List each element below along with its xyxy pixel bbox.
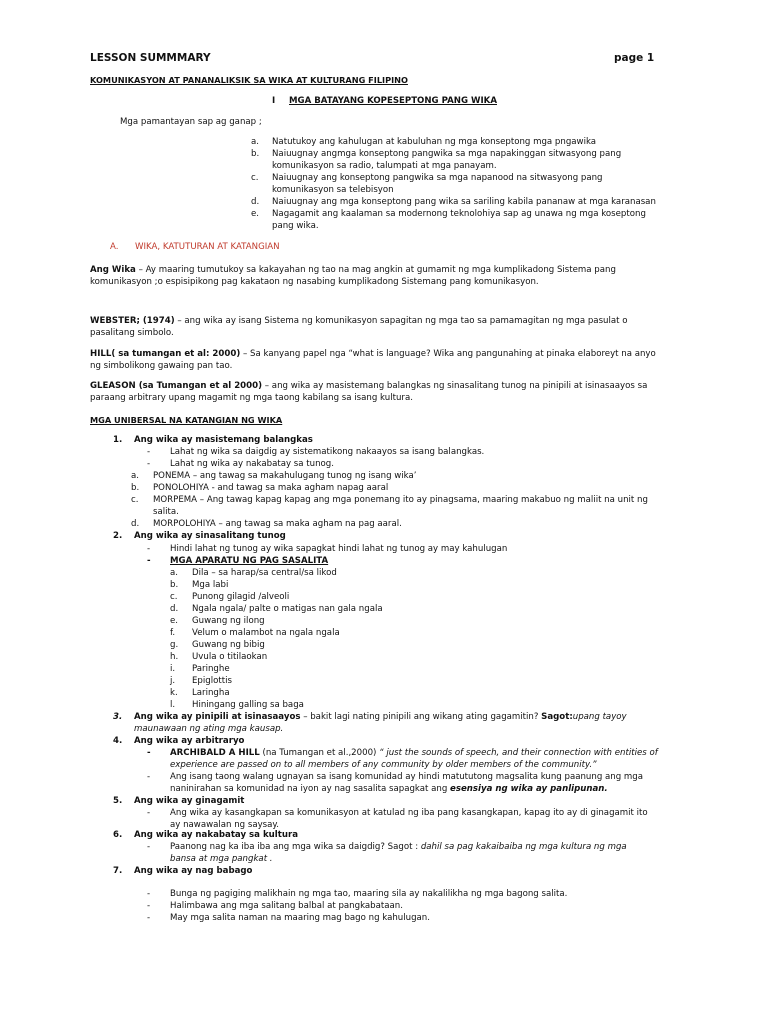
item-number: 4. bbox=[113, 736, 123, 746]
bullet-text: Ang wika ay kasangkapan sa komunikasyon at katulad ng iba pang kasangkapan, kapag ito ay di ginagamit ito bbox=[170, 808, 648, 818]
answer-text: upang tayoy bbox=[572, 712, 627, 722]
item-number: 2. bbox=[113, 531, 123, 541]
aparato-item: Epiglottis bbox=[192, 676, 232, 686]
objective-line: Naiuugnay ang konseptong pangwika sa mga napanood na sitwasyong pang bbox=[272, 173, 603, 183]
item-3-line bbox=[134, 711, 627, 723]
objective-line: Naiuugnay angmga konseptong pangwika sa mga napakinggan sitwasyong pang bbox=[272, 149, 622, 159]
dash-bullet: - bbox=[147, 913, 151, 923]
item-text: – bakit lagi nating pinipili ang wikang ating gagamitin? bbox=[300, 712, 542, 722]
bullet-text: ay nawawalan ng saysay. bbox=[170, 820, 280, 830]
item-number: 5. bbox=[113, 796, 123, 806]
aparato-letter: c. bbox=[170, 592, 178, 602]
aparato-letter: e. bbox=[170, 616, 179, 626]
item-number: 7. bbox=[113, 866, 123, 876]
quote-text: experience are passed on to all members of any community by older members of the community.” bbox=[170, 760, 597, 770]
objective-line: pang wika. bbox=[272, 221, 319, 231]
aparato-item: Velum o malambot na ngala ngala bbox=[192, 628, 340, 638]
definition-term: GLEASON (sa Tumangan et al 2000) bbox=[90, 381, 263, 391]
item-title: Ang wika ay masistemang balangkas bbox=[134, 435, 313, 445]
author-ref: (na Tumangan et al.,2000) bbox=[259, 748, 380, 758]
quote-text: “ just the sounds of speech, and their connection with entities of bbox=[379, 748, 658, 758]
item-title: Ang wika ay pinipili at isinasaayos bbox=[134, 712, 301, 722]
section-a-letter: A. bbox=[110, 242, 119, 252]
dash-bullet: - bbox=[147, 748, 151, 758]
sub-text: MORPOLOHIYA – ang tawag sa maka agham na pag aaral. bbox=[153, 519, 402, 529]
bullet-text: naninirahan sa komunidad na iyon ay nag sasalita sapagkat ang bbox=[170, 784, 451, 794]
aparato-item: Ngala ngala/ palte o matigas nan gala ngala bbox=[192, 604, 383, 614]
author-name: ARCHIBALD A HILL bbox=[170, 748, 260, 758]
definition-term: WEBSTER; (1974) bbox=[90, 316, 175, 326]
aparato-item: Guwang ng bibig bbox=[192, 640, 265, 650]
sub-letter: a. bbox=[131, 471, 139, 481]
definition-term: HILL( sa tumangan et al: 2000) bbox=[90, 349, 241, 359]
aparato-letter: g. bbox=[170, 640, 179, 650]
definition-text: komunikasyon ;o espisipikong pag kakataon ng nasabing kumplikadong Sistemang pang komunikasyon. bbox=[90, 277, 539, 287]
aparato-item: Hiningang galling sa baga bbox=[192, 700, 304, 710]
item-number: 3. bbox=[113, 712, 123, 722]
section-title: MGA BATAYANG KOPESEPTONG PANG WIKA bbox=[289, 96, 497, 106]
objective-line: Nagagamit ang kaalaman sa modernong teknolohiya sap ag unawa ng mga koseptong bbox=[272, 209, 646, 219]
definition-webster bbox=[90, 315, 628, 327]
definition-text: – ang wika ay isang Sistema ng komunikasyon sapagitan ng mga tao sa pamamagitan ng mga pasulat o bbox=[174, 316, 628, 326]
definition-text: ng simbolikong gawaing pan tao. bbox=[90, 361, 233, 371]
answer-text: bansa at mga pangkat . bbox=[170, 854, 273, 864]
aparato-letter: k. bbox=[170, 688, 178, 698]
sub-text: PONEMA – ang tawag sa makahulugang tunog ng isang wika’ bbox=[153, 471, 417, 481]
objective-letter: d. bbox=[251, 197, 260, 207]
aparato-item: Mga labi bbox=[192, 580, 229, 590]
item-number: 1. bbox=[113, 435, 123, 445]
objective-letter: a. bbox=[251, 137, 259, 147]
bullet-text: Bunga ng pagiging malikhain ng mga tao, maaring sila ay nakalilikha ng mga bagong salita. bbox=[170, 889, 568, 899]
bullet-text: Lahat ng wika sa daigdig ay sistematikong nakaayos sa isang balangkas. bbox=[170, 447, 485, 457]
item-title: Ang wika ay nakabatay sa kultura bbox=[134, 830, 298, 840]
course-title: KOMUNIKASYON AT PANANALIKSIK SA WIKA AT KULTURANG FILIPINO bbox=[90, 75, 408, 85]
definition-gleason bbox=[90, 380, 647, 392]
objectives-intro: Mga pamantayan sap ag ganap ; bbox=[120, 117, 262, 127]
aparato-item: Guwang ng ilong bbox=[192, 616, 265, 626]
bullet-text: Paanong nag ka iba iba ang mga wika sa daigdig? Sagot : bbox=[170, 842, 421, 852]
dash-bullet: - bbox=[147, 842, 151, 852]
aparato-item: Dila – sa harap/sa central/sa likod bbox=[192, 568, 337, 578]
lesson-title: LESSON SUMMMARY bbox=[90, 52, 211, 64]
dash-bullet: - bbox=[147, 901, 151, 911]
aparato-letter: f. bbox=[170, 628, 176, 638]
item-number: 6. bbox=[113, 830, 123, 840]
bullet-text: May mga salita naman na maaring mag bago ng kahulugan. bbox=[170, 913, 430, 923]
page-number: page 1 bbox=[614, 52, 655, 64]
objective-letter: e. bbox=[251, 209, 260, 219]
sub-text: PONOLOHIYA - and tawag sa maka agham napag aaral bbox=[153, 483, 389, 493]
definition-text: – ang wika ay masistemang balangkas ng sinasalitang tunog na pinipili at isinasaayos sa bbox=[262, 381, 648, 391]
item-title: Ang wika ay ginagamit bbox=[134, 796, 245, 806]
dash-bullet: - bbox=[147, 772, 151, 782]
item-title: Ang wika ay nag babago bbox=[134, 866, 253, 876]
sub-letter: d. bbox=[131, 519, 140, 529]
bullet-text: Halimbawa ang mga salitang balbal at pangkabataan. bbox=[170, 901, 403, 911]
dash-bullet: - bbox=[147, 889, 151, 899]
definition-text: – Sa kanyang papel nga “what is language? Wika ang pangunahing at pinaka elaboreyt na anyo bbox=[240, 349, 656, 359]
aparato-letter: b. bbox=[170, 580, 179, 590]
aparato-item: Paringhe bbox=[192, 664, 230, 674]
answer-text: dahil sa pag kakaibaiba ng mga kultura ng mga bbox=[420, 842, 627, 852]
aparato-letter: h. bbox=[170, 652, 179, 662]
aparato-item: Laringha bbox=[192, 688, 230, 698]
objective-line: komunikasyon sa telebisyon bbox=[272, 185, 394, 195]
definition-text: – Ay maaring tumutukoy sa kakayahan ng tao na mag angkin at gumamit ng mga kumplikadong Sistema pang bbox=[135, 265, 616, 275]
section-numeral: I bbox=[272, 96, 276, 106]
unibersal-heading: MGA UNIBERSAL NA KATANGIAN NG WIKA bbox=[90, 415, 283, 425]
bullet-text-line bbox=[170, 783, 608, 795]
sub-text: MORPEMA – Ang tawag kapag kapag ang mga ponemang ito ay pinagsama, maaring makabuo ng maliit na unit ng bbox=[153, 495, 648, 505]
aparato-letter: a. bbox=[170, 568, 178, 578]
aparato-letter: j. bbox=[170, 676, 176, 686]
section-a-title: WIKA, KATUTURAN AT KATANGIAN bbox=[135, 242, 280, 252]
sub-letter: b. bbox=[131, 483, 140, 493]
item-title: Ang wika ay arbitraryo bbox=[134, 736, 245, 746]
objective-letter: b. bbox=[251, 149, 260, 159]
definition-text: paraang arbitrary upang magamit ng mga taong kabilang sa isang kultura. bbox=[90, 393, 413, 403]
bullet-text: Lahat ng wika ay nakabatay sa tunog. bbox=[170, 459, 334, 469]
aparato-heading: MGA APARATU NG PAG SASALITA bbox=[170, 556, 329, 566]
dash-bullet: - bbox=[147, 808, 151, 818]
objective-line: komunikasyon sa radio, talumpati at mga panayam. bbox=[272, 161, 497, 171]
aparato-item: Uvula o titilaokan bbox=[192, 652, 268, 662]
sagot-label: Sagot: bbox=[541, 712, 573, 722]
objective-letter: c. bbox=[251, 173, 259, 183]
definition-hill bbox=[90, 348, 656, 360]
item-title: Ang wika ay sinasalitang tunog bbox=[134, 531, 286, 541]
archibald-line bbox=[170, 747, 658, 759]
dash-bullet: - bbox=[147, 459, 151, 469]
definition-wika bbox=[90, 264, 616, 276]
item-6-line bbox=[170, 841, 627, 853]
definition-term: Ang Wika bbox=[90, 265, 136, 275]
sub-text: salita. bbox=[153, 507, 179, 517]
aparato-letter: l. bbox=[170, 700, 176, 710]
answer-text: maunawaan ng ating mga kausap. bbox=[134, 724, 284, 734]
dash-bullet: - bbox=[147, 447, 151, 457]
aparato-item: Punong gilagid /alveoli bbox=[192, 592, 290, 602]
objective-line: Natutukoy ang kahulugan at kabuluhan ng mga konseptong mga pngawika bbox=[272, 137, 597, 147]
objective-line: Naiuugnay ang mga konseptong pang wika sa sariling kabila pananaw at mga karanasan bbox=[272, 197, 656, 207]
bullet-text: Hindi lahat ng tunog ay wika sapagkat hindi lahat ng tunog ay may kahulugan bbox=[170, 544, 508, 554]
dash-bullet: - bbox=[147, 556, 151, 566]
definition-text: pasalitang simbolo. bbox=[90, 328, 174, 338]
emphasis-text: esensiya ng wika ay panlipunan. bbox=[450, 784, 608, 794]
bullet-text: Ang isang taong walang ugnayan sa isang komunidad ay hindi matututong magsalita kung paanung ang mga bbox=[170, 772, 644, 782]
dash-bullet: - bbox=[147, 544, 151, 554]
sub-letter: c. bbox=[131, 495, 139, 505]
aparato-letter: d. bbox=[170, 604, 179, 614]
aparato-letter: i. bbox=[170, 664, 176, 674]
